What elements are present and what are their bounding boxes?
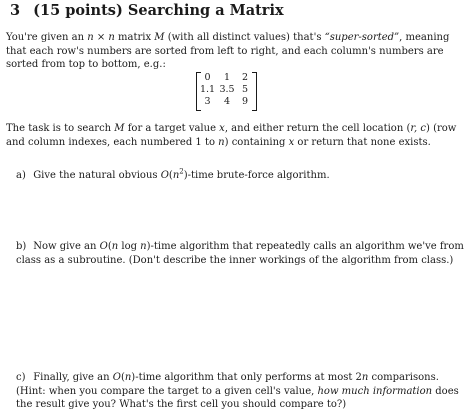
example-matrix (196, 72, 257, 109)
matrix-row (199, 96, 252, 108)
question-text: Finally, give an O(n)-time algorithm that only performs at most 2n comparisons. (Hint: when you compare the target to a given cell's value, how much information does the result give you? What's the first cell you should compare to?) (16, 372, 459, 410)
question-b (16, 240, 466, 267)
matrix-table (199, 72, 252, 108)
task-paragraph: The task is to search M for a target value x, and either return the cell location (r, c) (row and column indexes, each numbered 1 to n) containing x or return that none exists. (6, 123, 457, 148)
question-a (16, 166, 466, 183)
matrix-cell: 3.5 (219, 84, 235, 95)
matrix-right-bracket (252, 72, 257, 111)
matrix-row (199, 72, 252, 84)
problem-number: 3 (10, 2, 21, 19)
question-text: Give the natural obvious $O(n^2)$-time brute-force algorithm. (33, 168, 330, 182)
matrix-row (199, 84, 252, 96)
matrix-cell: 3 (204, 96, 211, 107)
question-text: Now give an O(n log n)-time algorithm that repeatedly calls an algorithm we've from class as a subroutine. (Don't describe the inner workings of the algorithm from class.) (16, 241, 464, 266)
matrix-cell: 2 (241, 72, 249, 83)
question-label: b) (16, 241, 27, 252)
question-label: a) (16, 170, 26, 182)
problem-heading: (15 points) Searching a Matrix (33, 2, 284, 19)
problem-title (10, 2, 284, 19)
intro-paragraph: You're given an n × n matrix M (with all distinct values) that's “super-sorted”, meaning that each row's numbers are sorted from left to right, and each column's numbers are sorted from top to bottom, e.g.: (6, 32, 450, 70)
question-label: c) (16, 372, 26, 383)
matrix-cell: 1.1 (199, 84, 216, 95)
matrix-cell: 1 (223, 72, 231, 83)
matrix-cell: 0 (204, 72, 211, 83)
matrix-cell: 4 (223, 96, 231, 107)
matrix-cell: 5 (241, 84, 249, 95)
question-c (16, 371, 466, 412)
matrix-cell: 9 (241, 96, 249, 107)
